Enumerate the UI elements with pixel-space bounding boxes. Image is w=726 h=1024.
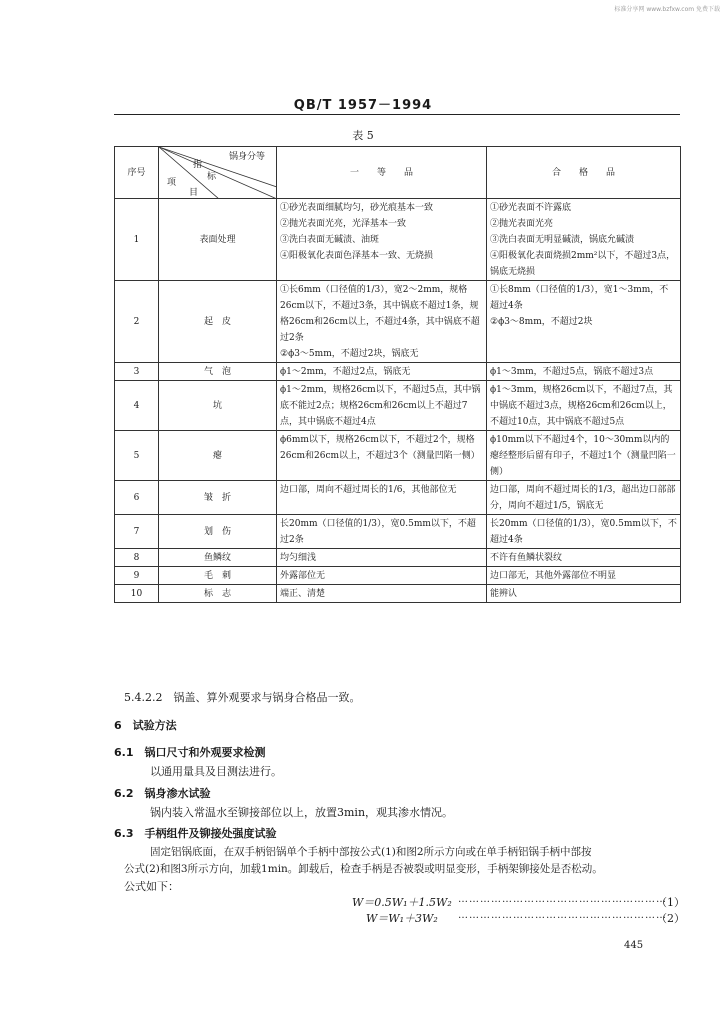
requirement-line: ③洗白表面无明显碱渍，锅底允碱渍 <box>490 235 635 245</box>
header-grade2: 合 格 品 <box>487 147 681 199</box>
row-item: 气 泡 <box>159 363 277 381</box>
grade2-requirement <box>487 381 681 431</box>
section-6-3-body-2: 公式(2)和图3所示方向，加载1min。卸载后，检查手柄是否被裂或明显变形，手柄架铆接处是否松动。 <box>124 863 603 875</box>
table-row <box>115 567 681 585</box>
row-number: 5 <box>115 431 159 481</box>
requirement-line: 长20mm（口径值的1/3），宽0.5mm以下，不超过4条 <box>490 519 677 545</box>
requirement-line: 长20mm（口径值的1/3），宽0.5mm以下，不超过2条 <box>280 519 476 545</box>
diag-label-mu: 目 <box>189 188 199 198</box>
formula-2-dots: ………………………………………………… <box>458 910 667 921</box>
formula-1: W＝0.5W₁＋1.5W₂ <box>352 896 452 909</box>
row-number: 4 <box>115 381 159 431</box>
requirement-line: ④阳极氧化表面色泽基本一致、无烧损 <box>280 251 434 261</box>
grade1-requirement <box>277 199 487 281</box>
grade1-requirement <box>277 515 487 549</box>
row-item: 鱼鳞纹 <box>159 549 277 567</box>
requirement-line: 均匀细浅 <box>280 553 317 563</box>
section-6-1-body: 以通用量具及目测法进行。 <box>150 765 282 778</box>
diag-label-biao: 标 <box>207 172 217 182</box>
row-number: 10 <box>115 585 159 603</box>
diag-label-zhi: 指 <box>193 160 203 170</box>
diag-label-xiang: 项 <box>167 178 177 188</box>
section-6-3-body-1: 固定铝锅底面，在双手柄铝锅单个手柄中部按公式(1)和图2所示方向或在单手柄铝锅手柄中部按 <box>150 846 592 858</box>
requirement-line: ③洗白表面无碱渍、油斑 <box>280 235 380 245</box>
requirement-line: ②ϕ3～8mm，不超过2块 <box>490 317 593 327</box>
row-number: 1 <box>115 199 159 281</box>
table-row <box>115 481 681 515</box>
grade1-requirement <box>277 567 487 585</box>
grade1-requirement <box>277 281 487 363</box>
requirement-line: 不许有鱼鳞状裂纹 <box>490 553 563 563</box>
table-row <box>115 515 681 549</box>
grade1-requirement <box>277 431 487 481</box>
table-row <box>115 281 681 363</box>
row-item: 划 伤 <box>159 515 277 549</box>
requirement-line: ϕ10mm以下不超过4个，10～30mm以内的瘪经整形后留有印子，不超过1个（测量凹陷一侧） <box>490 435 676 477</box>
section-5-4-2-2: 5.4.2.2 锅盖、算外观要求与锅身合格品一致。 <box>124 691 361 704</box>
requirement-line: ϕ6mm以下，规格26cm以下，不超过2个，规格26cm和26cm以上，不超过3个（测量凹陷一侧） <box>280 435 480 461</box>
formula-2: W＝W₁＋3W₂ <box>366 912 438 925</box>
grade2-requirement <box>487 515 681 549</box>
requirement-line: 边口部，周向不超过周长的1/6，其他部位无 <box>280 485 457 495</box>
table-header-row <box>115 147 681 199</box>
row-number: 2 <box>115 281 159 363</box>
grade2-requirement <box>487 281 681 363</box>
requirement-line: ②抛光表面光亮，光泽基本一致 <box>280 219 407 229</box>
row-item: 瘪 <box>159 431 277 481</box>
requirement-line: ④阳极氧化表面烧损2mm²以下，不超过3点，锅底无烧损 <box>490 251 676 277</box>
watermark: 标准分享网 www.bzfxw.com 免费下载 <box>614 6 720 13</box>
row-item: 毛 刺 <box>159 567 277 585</box>
row-number: 3 <box>115 363 159 381</box>
diag-label-grade: 锅身分等 <box>229 152 266 162</box>
row-number: 9 <box>115 567 159 585</box>
grade1-requirement <box>277 549 487 567</box>
grade1-requirement <box>277 481 487 515</box>
section-6-2-body: 锅内装入常温水至铆接部位以上，放置3min，观其渗水情况。 <box>150 806 454 819</box>
header-seq: 序号 <box>115 147 159 199</box>
table-row <box>115 381 681 431</box>
row-item: 标 志 <box>159 585 277 603</box>
table-row <box>115 549 681 567</box>
grade2-requirement <box>487 431 681 481</box>
section-6-3-title: 6.3 手柄组件及铆接处强度试验 <box>114 827 277 840</box>
grade2-requirement <box>487 585 681 603</box>
header-rule <box>114 114 680 115</box>
row-number: 7 <box>115 515 159 549</box>
header-grade1: 一 等 品 <box>277 147 487 199</box>
requirement-line: 能辨认 <box>490 589 518 599</box>
page-number: 445 <box>624 940 644 951</box>
grade1-requirement <box>277 363 487 381</box>
table-caption: 表 5 <box>352 129 374 142</box>
grade2-requirement <box>487 199 681 281</box>
requirement-line: 边口部无，其他外露部位不明显 <box>490 571 617 581</box>
requirement-line: 外露部位无 <box>280 571 326 581</box>
grade2-requirement <box>487 549 681 567</box>
requirement-line: 端正、清楚 <box>280 589 326 599</box>
requirement-line: ①长8mm（口径值的1/3），宽1～3mm，不超过4条 <box>490 285 669 311</box>
grade2-requirement <box>487 481 681 515</box>
row-number: 8 <box>115 549 159 567</box>
formula-1-number: （1） <box>656 896 685 909</box>
requirement-line: ϕ1～2mm，规格26cm以下，不超过5点，其中锅底不能过2点；规格26cm和26cm以上不超过7点，其中锅底不超过4点 <box>280 385 481 427</box>
section-6-3-body-3: 公式如下： <box>124 880 179 893</box>
row-number: 6 <box>115 481 159 515</box>
grade1-requirement <box>277 585 487 603</box>
section-6-heading: 6 试验方法 <box>114 719 177 732</box>
requirement-line: 边口部，周向不超过周长的1/3，超出边口部部分，周向不超过1/5，锅底无 <box>490 485 676 511</box>
document-code: QB/T 1957－1994 <box>293 98 433 113</box>
section-6-1-title: 6.1 锅口尺寸和外观要求检测 <box>114 746 266 759</box>
row-item: 皱 折 <box>159 481 277 515</box>
grade2-requirement <box>487 363 681 381</box>
requirement-line: ①砂光表面细腻均匀，砂光痕基本一致 <box>280 203 434 213</box>
formula-2-number: （2） <box>656 912 685 925</box>
table-row <box>115 363 681 381</box>
grade1-requirement <box>277 381 487 431</box>
grade2-requirement <box>487 567 681 585</box>
table-row <box>115 431 681 481</box>
table-5 <box>114 146 681 603</box>
requirement-line: ①长6mm（口径值的1/3），宽2～2mm，规格26cm以下，不超过3条，其中锅底不超过1条，规格26cm和26cm以上，不超过4条，其中锅底不超过2条 <box>280 285 480 343</box>
header-diagonal-cell <box>159 147 277 199</box>
requirement-line: ②ϕ3～5mm，不超过2块，锅底无 <box>280 349 419 359</box>
formula-1-dots: ………………………………………………… <box>458 894 667 905</box>
table-row <box>115 199 681 281</box>
table-row <box>115 585 681 603</box>
requirement-line: ②抛光表面光亮 <box>490 219 554 229</box>
row-item: 坑 <box>159 381 277 431</box>
requirement-line: ①砂光表面不许露底 <box>490 203 572 213</box>
requirement-line: ϕ1～3mm，不超过5点，锅底不超过3点 <box>490 367 654 377</box>
row-item: 表面处理 <box>159 199 277 281</box>
requirement-line: ϕ1～3mm，规格26cm以下，不超过7点，其中锅底不超过3点，规格26cm和26cm以上，不超过10点，其中锅底不超过5点 <box>490 385 673 427</box>
requirement-line: ϕ1～2mm，不超过2点，锅底无 <box>280 367 411 377</box>
row-item: 起 皮 <box>159 281 277 363</box>
section-6-2-title: 6.2 锅身渗水试验 <box>114 787 211 800</box>
